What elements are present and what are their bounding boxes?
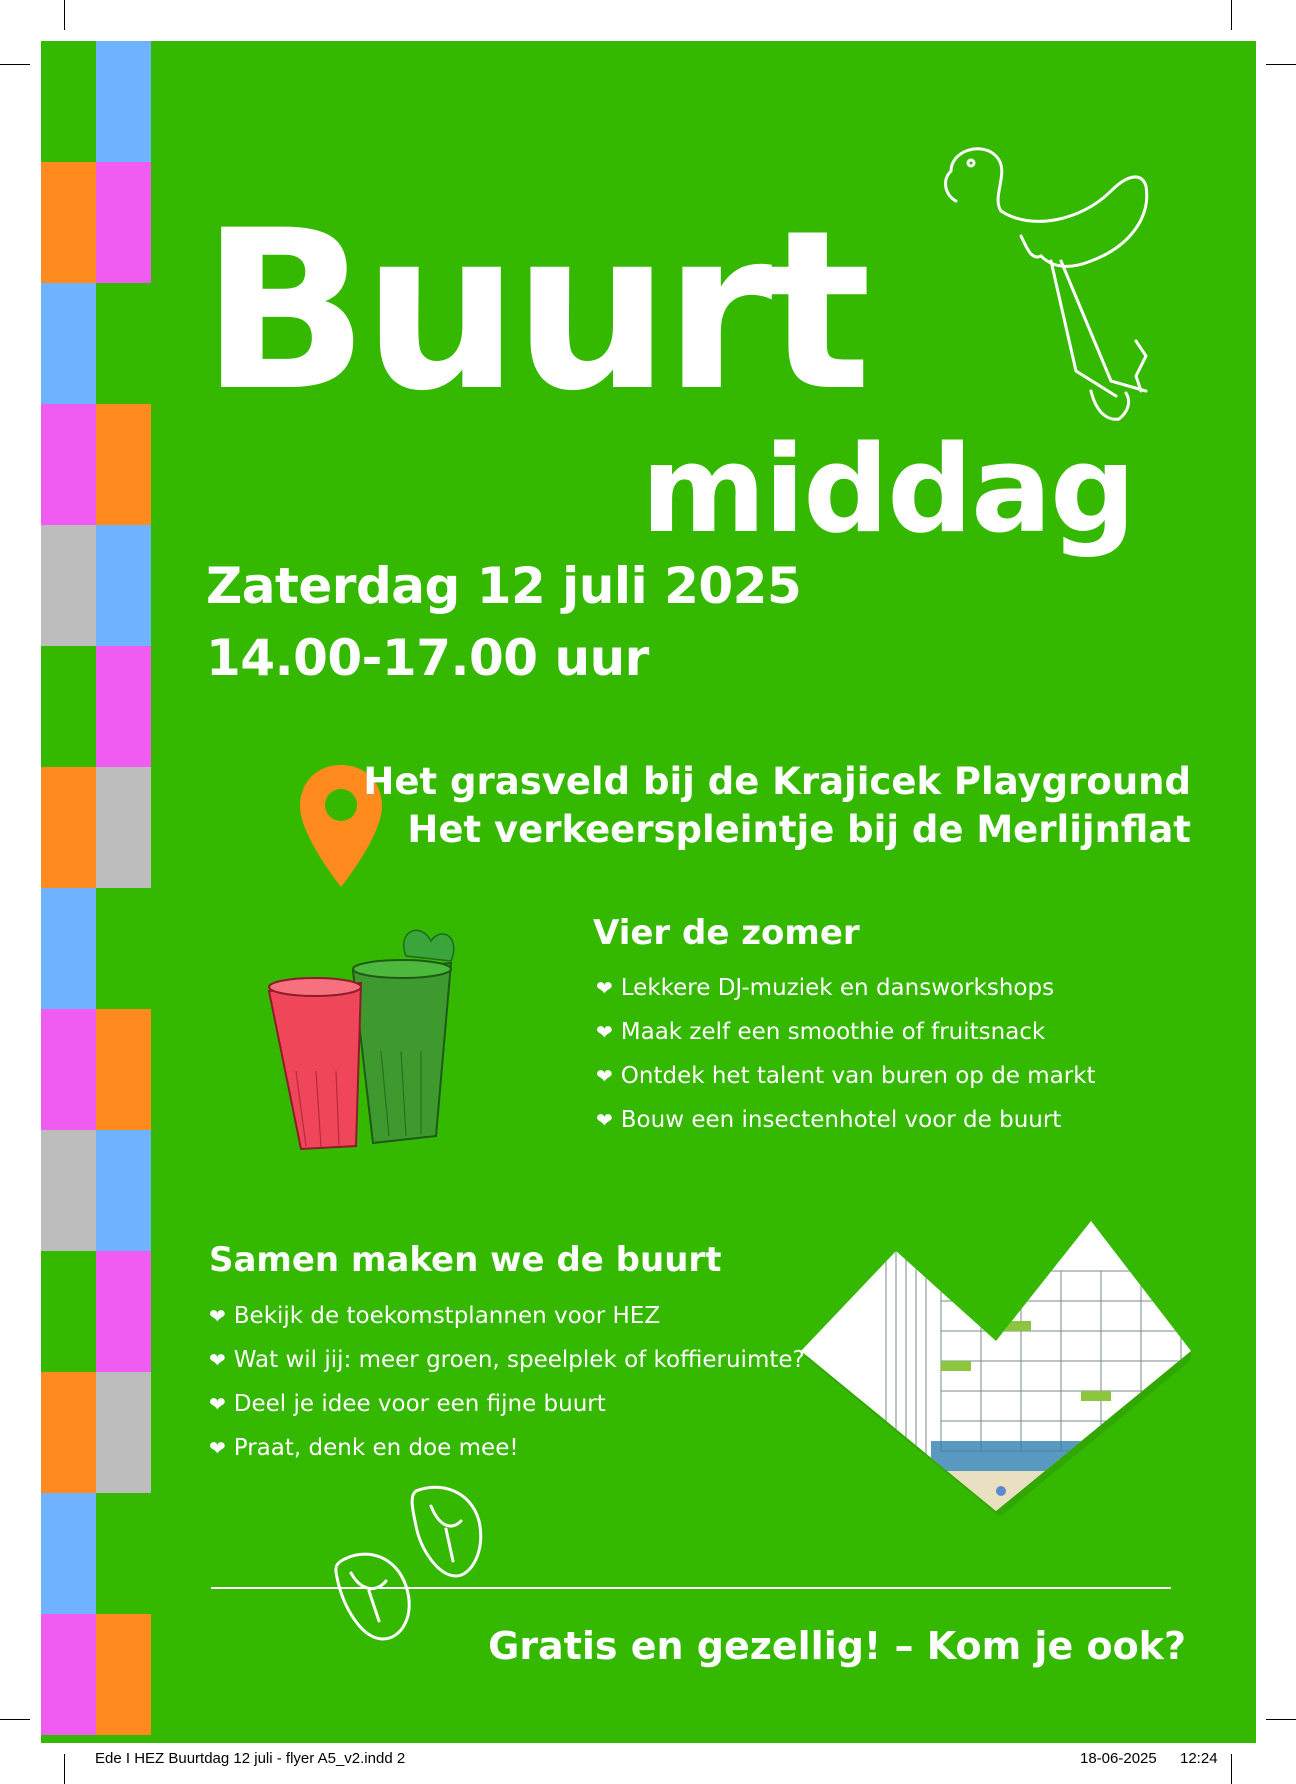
color-block <box>96 404 151 525</box>
color-block <box>41 1009 96 1130</box>
flyer <box>41 41 1256 1743</box>
event-date: Zaterdag 12 juli 2025 <box>206 557 802 615</box>
list-item <box>209 1305 660 1328</box>
list-item <box>209 1393 606 1416</box>
color-block <box>41 646 96 767</box>
heart-icon: ❤ <box>209 1304 226 1328</box>
color-block <box>96 1130 151 1251</box>
heart-icon: ❤ <box>596 976 613 1000</box>
color-block <box>96 888 151 1009</box>
list-item-text: Ontdek het talent van buren op de markt <box>620 1063 1096 1089</box>
building-sketch-illustration <box>801 1211 1191 1516</box>
crop-mark <box>0 1719 30 1720</box>
color-block <box>41 1493 96 1614</box>
color-block <box>96 1372 151 1493</box>
list-item <box>596 1065 1096 1088</box>
list-item-text: Maak zelf een smoothie of fruitsnack <box>620 1019 1046 1045</box>
color-block <box>41 283 96 404</box>
color-block <box>41 162 96 283</box>
color-block <box>41 404 96 525</box>
slug-time: 12:24 <box>1180 1750 1218 1767</box>
color-block <box>96 767 151 888</box>
flamingo-illustration <box>941 141 1171 441</box>
crop-mark <box>1231 0 1232 30</box>
color-block <box>41 767 96 888</box>
list-item-text: Praat, denk en doe mee! <box>233 1435 519 1461</box>
color-block <box>96 525 151 646</box>
color-block-strip <box>41 41 151 1743</box>
color-block <box>41 41 96 162</box>
color-block <box>96 646 151 767</box>
heart-icon: ❤ <box>209 1436 226 1460</box>
list-item <box>596 1021 1045 1044</box>
section-neighbourhood-title: Samen maken we de buurt <box>209 1240 722 1280</box>
list-item-text: Deel je idee voor een fijne buurt <box>233 1391 606 1417</box>
crop-mark <box>64 0 65 30</box>
divider <box>211 1587 1171 1589</box>
event-time: 14.00-17.00 uur <box>206 629 649 687</box>
color-block <box>41 1251 96 1372</box>
heart-icon: ❤ <box>209 1392 226 1416</box>
list-item <box>596 1109 1061 1132</box>
crop-mark <box>64 1754 65 1784</box>
footer-call-to-action: Gratis en gezellig! – Kom je ook? <box>488 1624 1186 1668</box>
flip-flops-illustration <box>321 1481 501 1641</box>
location-2: Het verkeerspleintje bij de Merlijnflat <box>407 808 1191 851</box>
color-block <box>96 162 151 283</box>
list-item-text: Bouw een insectenhotel voor de buurt <box>620 1107 1062 1133</box>
title-buurt: Buurt <box>201 183 866 439</box>
list-item-text: Bekijk de toekomstplannen voor HEZ <box>233 1303 661 1329</box>
color-block <box>41 1614 96 1735</box>
list-item <box>596 977 1054 1000</box>
crop-mark <box>1231 1754 1232 1784</box>
list-item-text: Wat wil jij: meer groen, speelplek of koffieruimte? <box>233 1347 805 1373</box>
slug-file: Ede I HEZ Buurtdag 12 juli - flyer A5_v2.indd 2 <box>95 1750 406 1767</box>
color-block <box>41 1372 96 1493</box>
section-summer-title: Vier de zomer <box>593 913 860 953</box>
color-block <box>41 1130 96 1251</box>
crop-mark <box>0 64 30 65</box>
crop-mark <box>1266 1719 1296 1720</box>
color-block <box>96 1009 151 1130</box>
color-block <box>96 1493 151 1614</box>
color-block <box>41 525 96 646</box>
list-item <box>209 1437 519 1460</box>
color-block <box>96 1614 151 1735</box>
list-item-text: Lekkere DJ-muziek en dansworkshops <box>620 975 1055 1001</box>
location-1: Het grasveld bij de Krajicek Playground <box>363 760 1191 803</box>
heart-icon: ❤ <box>596 1064 613 1088</box>
color-block <box>96 283 151 404</box>
heart-icon: ❤ <box>596 1108 613 1132</box>
smoothie-glasses-illustration <box>261 921 491 1161</box>
list-item <box>209 1349 805 1372</box>
color-block <box>96 1251 151 1372</box>
slug-date: 18-06-2025 <box>1080 1750 1157 1767</box>
crop-mark <box>1266 64 1296 65</box>
color-block <box>96 41 151 162</box>
heart-icon: ❤ <box>209 1348 226 1372</box>
title-middag: middag <box>641 421 1134 560</box>
color-block <box>41 888 96 1009</box>
heart-icon: ❤ <box>596 1020 613 1044</box>
